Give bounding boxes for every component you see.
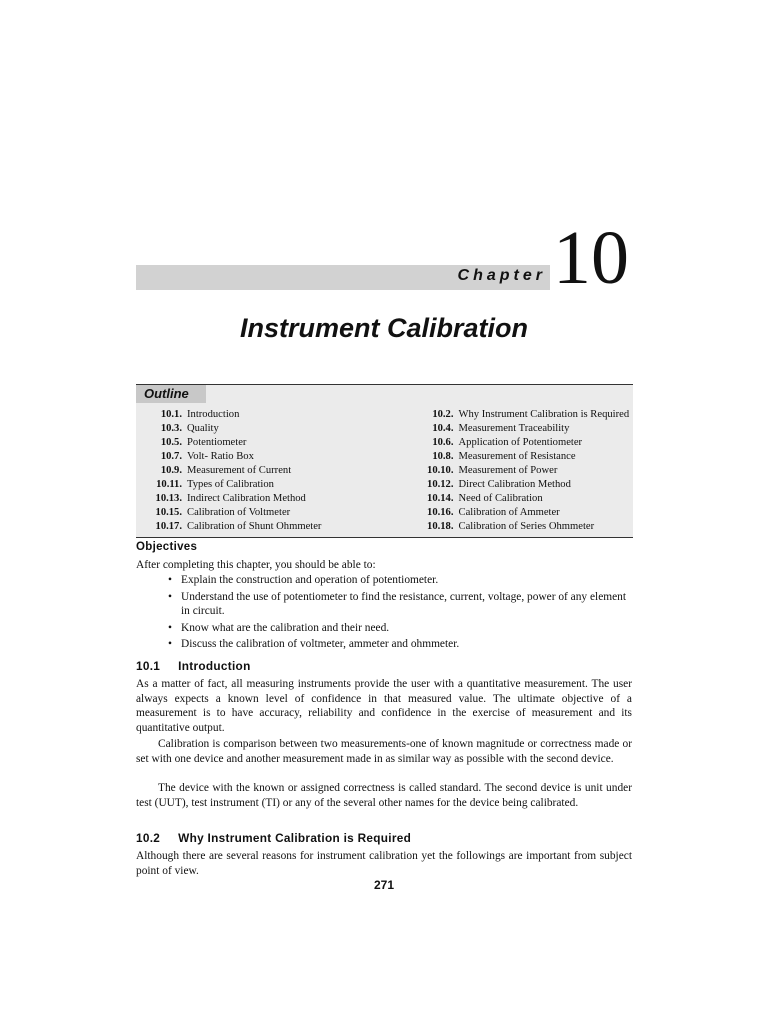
section-title: Why Instrument Calibration is Required <box>178 831 412 845</box>
bullet-icon: • <box>168 590 172 603</box>
outline-item-text: Quality <box>187 423 219 434</box>
outline-item-text: Direct Calibration Method <box>458 479 571 490</box>
outline-item-text: Need of Calibration <box>458 493 543 504</box>
page-number: 271 <box>373 878 395 892</box>
outline-item <box>136 464 384 478</box>
outline-item-text: Measurement of Power <box>458 465 558 476</box>
outline-item <box>136 492 384 506</box>
outline-item-text: Volt- Ratio Box <box>187 451 254 462</box>
objectives-list <box>168 573 634 654</box>
chapter-number: 10 <box>553 216 629 300</box>
objectives-intro: After completing this chapter, you should be able to: <box>136 559 376 571</box>
bullet-icon: • <box>168 621 172 634</box>
outline-item <box>136 520 384 534</box>
chapter-title: Instrument Calibration <box>239 313 529 343</box>
paragraph: As a matter of fact, all measuring instruments provide the user with a quantitative measurement. The user always expects a known level of confidence in that measured value. The ultimate objective of a measurement is to have accuracy, reliability and confidence in the exercise of measurement and its quantitative output. <box>136 678 632 734</box>
outline-box <box>136 384 633 538</box>
outline-item-number: 10.17. <box>155 521 182 532</box>
section-heading <box>136 659 251 673</box>
outline-item <box>384 478 634 492</box>
section-title: Introduction <box>178 659 251 673</box>
objective-text: Discuss the calibration of voltmeter, ammeter and ohmmeter. <box>181 638 460 650</box>
outline-item-number: 10.3. <box>160 423 182 434</box>
outline-row <box>136 520 633 534</box>
outline-item-number: 10.16. <box>427 507 454 518</box>
outline-row <box>136 492 633 506</box>
outline-row <box>136 436 633 450</box>
outline-item-text: Calibration of Shunt Ohmmeter <box>187 521 322 532</box>
outline-item-number: 10.1. <box>160 409 182 420</box>
bullet-icon: • <box>168 638 172 650</box>
outline-item-text: Why Instrument Calibration is Required <box>458 409 630 420</box>
outline-item <box>384 464 634 478</box>
objective-text: Know what are the calibration and their need. <box>181 621 390 634</box>
objective-item <box>168 621 634 636</box>
objective-item <box>168 590 634 619</box>
outline-item <box>384 520 634 534</box>
outline-list <box>136 408 633 534</box>
outline-item <box>384 492 634 506</box>
outline-item <box>384 450 634 464</box>
outline-item <box>384 408 634 422</box>
outline-item-number: 10.9. <box>160 465 182 476</box>
paragraph: Although there are several reasons for instrument calibration yet the followings are important from subject point of view. <box>136 850 632 877</box>
objective-text: Explain the construction and operation of potentiometer. <box>181 574 439 586</box>
outline-item-number: 10.14. <box>427 493 454 504</box>
outline-row <box>136 506 633 520</box>
outline-item-text: Potentiometer <box>187 437 247 448</box>
outline-item-text: Indirect Calibration Method <box>187 493 306 504</box>
outline-row <box>136 450 633 464</box>
chapter-bar <box>136 265 550 290</box>
outline-item-number: 10.18. <box>427 521 454 532</box>
outline-item-number: 10.10. <box>427 465 454 476</box>
outline-item-number: 10.13. <box>155 493 182 504</box>
outline-item <box>384 506 634 520</box>
outline-item-number: 10.4. <box>432 423 454 434</box>
outline-label: Outline <box>136 385 206 403</box>
paragraph: The device with the known or assigned correctness is called standard. The second device is unit under test (UUT), test instrument (TI) or any of the several other names for the device being calibrated. <box>136 782 632 809</box>
outline-item-text: Measurement Traceability <box>458 423 570 434</box>
outline-item <box>384 436 634 450</box>
section-heading <box>136 831 411 845</box>
outline-item-text: Types of Calibration <box>187 479 274 490</box>
chapter-label: Chapter <box>457 267 546 284</box>
section-number: 10.1 <box>136 659 161 673</box>
outline-item <box>136 478 384 492</box>
outline-item-number: 10.5. <box>160 437 182 448</box>
outline-item-text: Application of Potentiometer <box>458 437 583 448</box>
outline-item <box>384 422 634 436</box>
outline-item-number: 10.2. <box>432 409 454 420</box>
objectives-heading: Objectives <box>136 541 198 553</box>
outline-item <box>136 422 384 436</box>
outline-item-text: Measurement of Current <box>187 465 292 476</box>
outline-item-text: Calibration of Voltmeter <box>187 507 291 518</box>
section-number: 10.2 <box>136 831 161 845</box>
objective-item <box>168 637 634 652</box>
outline-item-number: 10.11. <box>156 479 182 490</box>
objective-item <box>168 573 634 588</box>
outline-item-number: 10.6. <box>432 437 454 448</box>
outline-item-text: Measurement of Resistance <box>458 451 576 462</box>
outline-item <box>136 408 384 422</box>
outline-item-number: 10.12. <box>427 479 454 490</box>
outline-row <box>136 478 633 492</box>
outline-item-number: 10.15. <box>155 507 182 518</box>
objective-text: Understand the use of potentiometer to find the resistance, current, voltage, power of any element in circuit. <box>181 590 627 617</box>
outline-item-text: Introduction <box>187 409 240 420</box>
outline-item-number: 10.8. <box>432 451 454 462</box>
outline-row <box>136 464 633 478</box>
outline-row <box>136 408 633 422</box>
outline-item <box>136 506 384 520</box>
outline-item <box>136 436 384 450</box>
outline-item-text: Calibration of Series Ohmmeter <box>458 521 595 532</box>
outline-row <box>136 422 633 436</box>
outline-item <box>136 450 384 464</box>
outline-item-number: 10.7. <box>160 451 182 462</box>
outline-item-text: Calibration of Ammeter <box>458 507 560 518</box>
bullet-icon: • <box>168 574 172 586</box>
paragraph: Calibration is comparison between two measurements-one of known magnitude or correctness made or set with one device and another measurement made in as similar way as possible with the second device. <box>136 738 632 765</box>
